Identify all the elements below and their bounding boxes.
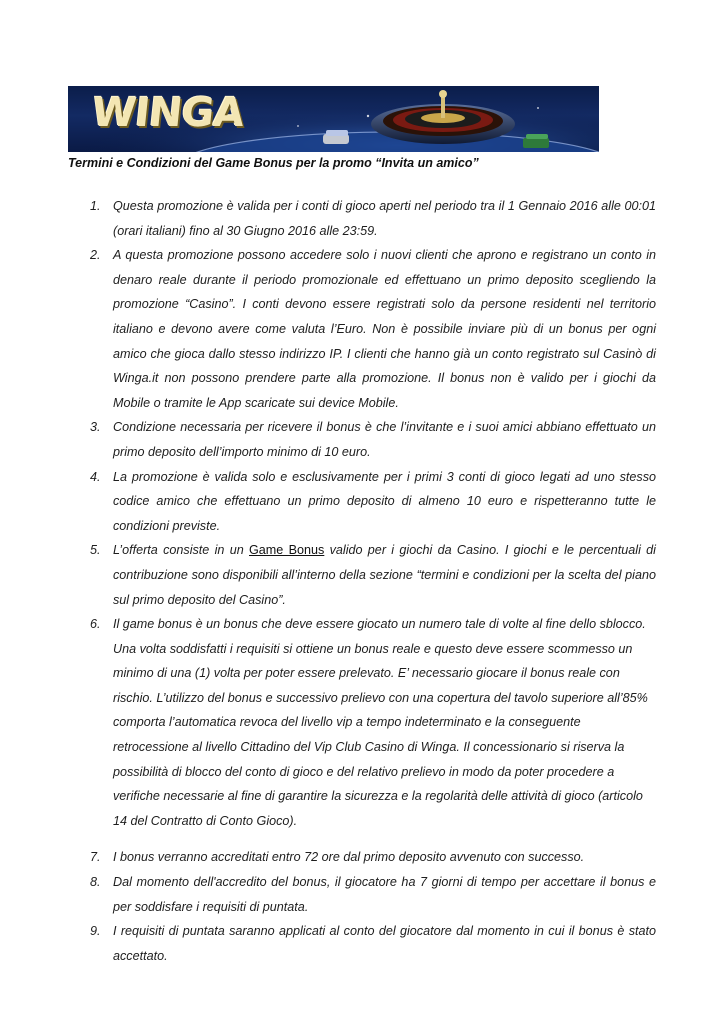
term-item-8 [68,870,656,919]
terms-list [68,194,656,968]
term-number: 6. [90,617,101,632]
game-bonus-link[interactable]: Game Bonus [249,543,325,558]
term-text: Dal momento dell'accredito del bonus, il giocatore ha 7 giorni di tempo per accettare il bonus e per soddisfare i requisiti di puntata. [113,875,656,914]
term-number: 5. [90,543,101,558]
term-number: 7. [90,850,101,865]
term-number: 1. [90,199,101,213]
term-item-3 [68,415,656,464]
term-text-after-link: valido per i giochi da Casino. I giochi e le percentuali di contribuzione sono disponibili all’interno della sezione “termini e condizioni per la scelta del piano sul primo deposito del Casino”. [113,543,656,607]
term-item-2 [68,243,656,415]
term-item-6 [68,612,656,833]
term-item-5 [68,538,656,612]
term-text: I requisiti di puntata saranno applicati al conto del giocatore dal momento in cui il bonus è stato accettato. [113,924,656,963]
term-item-4 [68,465,656,539]
term-text: Il game bonus è un bonus che deve essere giocato un numero tale di volte al fine dello sblocco. Una volta soddisfatti i requisiti si ottiene un bonus reale e questo deve essere scommesso un minimo di una (1) volta per poter essere prelevato. E’ necessario giocare il bonus reale con rischio. L’utilizzo del bonus e successivo prelievo con una copertura del tavolo superiore all’85% comporta l’automatica revoca del livello vip a tempo indeterminato e la conseguente retrocessione al livello Cittadino del Vip Club Casino di Winga. Il concessionario si riserva la possibilità di blocco del conto di gioco e del relativo prelievo in modo da poter procedere a verifiche necessarie al fine di garantire la sicurezza e la regolarità delle attività di gioco (articolo 14 del Contratto di Conto Gioco). [113,617,648,828]
term-item-7 [68,845,656,870]
term-number: 8. [90,875,101,890]
term-item-1 [68,194,656,243]
term-text: A questa promozione possono accedere solo i nuovi clienti che aprono e registrano un conto in denaro reale durante il periodo promozionale ed effettuano un primo deposito scegliendo la promozione “Casino”. I conti devono essere registrati solo da persone residenti nel territorio italiano e devono avere come valuta l’Euro. Non è possibile inviare più di un bonus per ogni amico che gioca dallo stesso indirizzo IP. I clienti che hanno già un conto registrato sul Casinò di Winga.it non possono prendere parte alla promozione. Il bonus non è valido per i giochi da Mobile o tramite le App scaricate sui device Mobile. [113,248,656,410]
term-number: 4. [90,469,101,484]
winga-banner [68,86,599,152]
winga-logo: WINGA [89,90,246,136]
term-number: 9. [90,924,101,939]
term-text: I bonus verranno accreditati entro 72 ore dal primo deposito avvenuto con successo. [113,850,585,865]
term-item-9 [68,919,656,968]
term-number: 3. [90,420,101,435]
term-text: La promozione è valida solo e esclusivamente per i primi 3 conti di gioco legati ad uno stesso codice amico che effettuano un primo deposito di almeno 10 euro e rispetteranno tutte le condizioni previste. [113,469,656,533]
document-title: Termini e Condizioni del Game Bonus per la promo “Invita un amico” [68,156,479,170]
term-text: Condizione necessaria per ricevere il bonus è che l’invitante e i suoi amici abbiano effettuato un primo deposito dell’importo minimo di 10 euro. [113,420,656,459]
term-number: 2. [90,248,101,263]
term-text: Questa promozione è valida per i conti di gioco aperti nel periodo tra il 1 Gennaio 2016 alle 00:01 (orari italiani) fino al 30 Giugno 2016 alle 23:59. [113,199,656,238]
term-text-before-link: L’offerta consiste in un [113,543,249,558]
